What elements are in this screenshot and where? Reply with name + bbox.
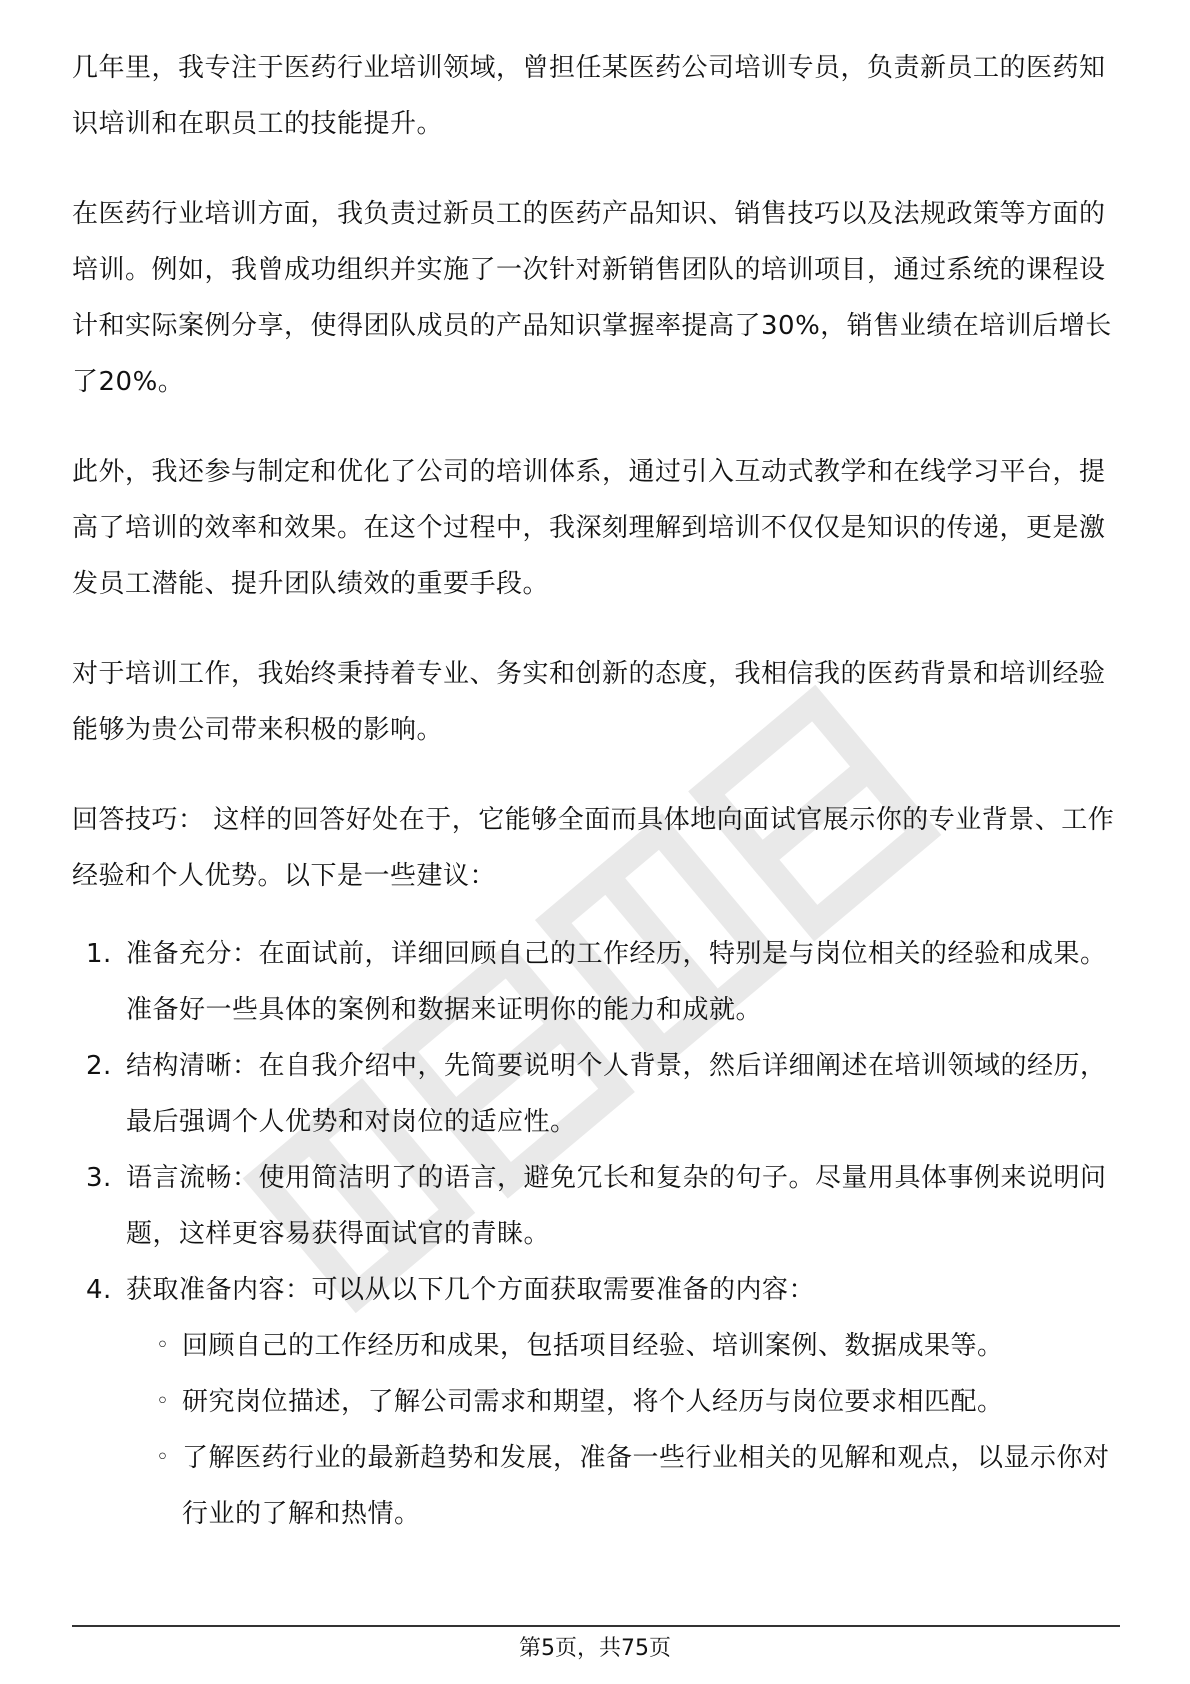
paragraph: 此外，我还参与制定和优化了公司的培训体系，通过引入互动式教学和在线学习平台，提高了培训的效率和效果。在这个过程中，我深刻理解到培训不仅仅是知识的传递，更是激发员工潜能、提升团队绩效的重要手段。 [72,457,1106,599]
document-body [72,40,1120,1542]
sub-list-item [126,1318,1120,1374]
list-number: 4. [86,1275,112,1305]
tips-list [72,926,1120,1542]
bullet-icon: ◦ [156,1333,170,1358]
list-item-text: 结构清晰：在自我介绍中，先简要说明个人背景，然后详细阐述在培训领域的经历，最后强调个人优势和对岗位的适应性。 [126,1051,1107,1137]
list-item [72,1262,1120,1542]
sub-list-item [126,1430,1120,1542]
list-item-text: 语言流畅：使用简洁明了的语言，避免冗长和复杂的句子。尽量用具体事例来说明问题，这样更容易获得面试官的青睐。 [126,1163,1107,1249]
bullet-icon: ◦ [156,1389,170,1414]
answer-tips-intro: 回答技巧： 这样的回答好处在于，它能够全面而具体地向面试官展示你的专业背景、工作经验和个人优势。以下是一些建议： [72,805,1115,891]
list-item-text: 准备充分：在面试前，详细回顾自己的工作经历，特别是与岗位相关的经验和成果。准备好一些具体的案例和数据来证明你的能力和成就。 [126,939,1107,1025]
sub-list-item [126,1374,1120,1430]
paragraph: 对于培训工作，我始终秉持着专业、务实和创新的态度，我相信我的医药背景和培训经验能够为贵公司带来积极的影响。 [72,659,1106,745]
sub-list [126,1318,1120,1542]
paragraph: 几年里，我专注于医药行业培训领域，曾担任某医药公司培训专员，负责新员工的医药知识培训和在职员工的技能提升。 [72,53,1106,139]
page-number: 第5页，共75页 [519,1636,671,1661]
paragraph: 在医药行业培训方面，我负责过新员工的医药产品知识、销售技巧以及法规政策等方面的培训。例如，我曾成功组织并实施了一次针对新销售团队的培训项目，通过系统的课程设计和实际案例分享，使得团队成员的产品知识掌握率提高了30%，销售业绩在培训后增长了20%。 [72,199,1112,397]
bullet-icon: ◦ [156,1445,170,1470]
footer-divider [72,1625,1120,1627]
list-number: 1. [86,939,112,969]
list-number: 2. [86,1051,112,1081]
list-item [72,1150,1120,1262]
list-number: 3. [86,1163,112,1193]
list-item [72,1038,1120,1150]
sub-list-item-text: 研究岗位描述，了解公司需求和期望，将个人经历与岗位要求相匹配。 [182,1387,1004,1417]
list-item-text: 获取准备内容：可以从以下几个方面获取需要准备的内容： [126,1275,816,1305]
list-item [72,926,1120,1038]
sub-list-item-text: 回顾自己的工作经历和成果，包括项目经验、培训案例、数据成果等。 [182,1331,1004,1361]
sub-list-item-text: 了解医药行业的最新趋势和发展，准备一些行业相关的见解和观点，以显示你对行业的了解和热情。 [182,1443,1110,1529]
